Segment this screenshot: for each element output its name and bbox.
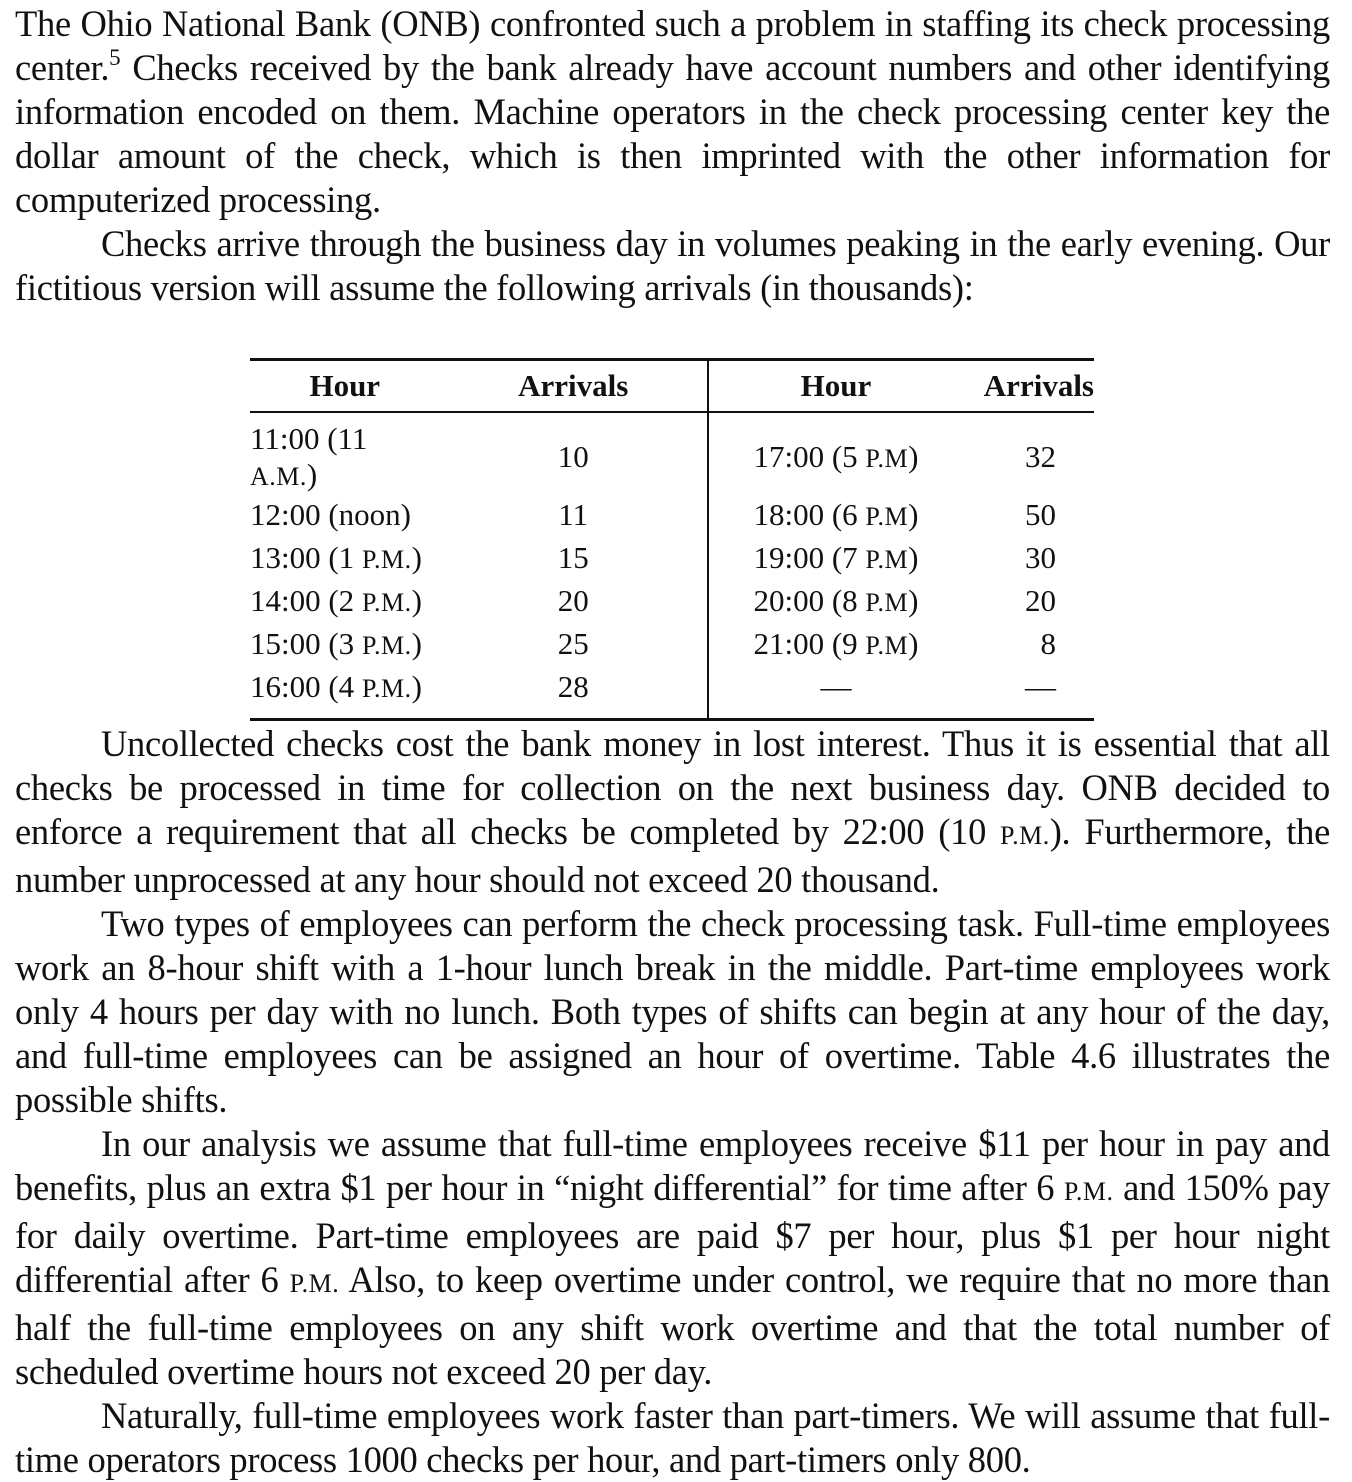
paragraph-5-text-a: In our analysis we assume that full-time employees receive $11 per hour in pay and benefits, plus an extra $1 per hour in “night differential” for time after 6 (15, 1123, 1330, 1208)
paragraph-5-time-2: P.M. (289, 1269, 340, 1298)
table-row (250, 493, 1094, 536)
hour-text: 15:00 (3 (250, 625, 362, 661)
paragraph-3-text-b: ). Furthermore, the number unprocessed at any hour should not exceed 20 thousand. (15, 811, 1330, 900)
table-cell-hour-right (708, 493, 963, 536)
paragraph-1 (15, 2, 1330, 222)
hour-close: ) (908, 625, 919, 661)
header-arrivals-left: Arrivals (518, 368, 629, 403)
body-text (15, 722, 1330, 1482)
hour-close: ) (908, 496, 919, 532)
ampm-text: P.M (865, 501, 909, 531)
hour-close: ) (411, 539, 422, 575)
paragraph-5-text-b: and 150% pay for daily overtime. Part-time employees are paid $7 per hour, plus $1 per hour night differential after 6 (15, 1167, 1330, 1300)
paragraph-6: Naturally, full-time employees work faster than part-timers. We will assume that full-time operators process 1000 checks per hour, and part-timers only 800. (15, 1395, 1330, 1480)
table-cell-hour-left (250, 665, 440, 720)
hour-text: 16:00 (4 (250, 668, 362, 704)
table-cell-hour-left (250, 493, 440, 536)
paragraph-3-time: P.M. (1000, 821, 1050, 850)
hour-close: ) (306, 457, 318, 492)
hour-close: ) (411, 668, 422, 704)
paragraph-3-text-a: Uncollected checks cost the bank money in lost interest. Thus it is essential that all checks be processed in time for collection on the next business day. ONB decided to enforce a requirement that all checks be completed by 22:00 (10 (15, 723, 1330, 852)
hour-text: 19:00 (7 (753, 539, 866, 575)
table-cell-arrivals-right: 50 (1025, 496, 1056, 532)
paragraph-5-text-c: Also, to keep overtime under control, we require that no more than half the full-time employees on any shift work overtime and that the total number of scheduled overtime hours not exceed 20 per day. (15, 1259, 1330, 1392)
hour-text: 21:00 (9 (753, 625, 866, 661)
table-cell-hour-left (250, 536, 440, 579)
intro-text (15, 2, 1330, 310)
table-cell-hour-right (708, 579, 963, 622)
table-header-row (250, 360, 1094, 413)
table-cell-arrivals-left: 10 (557, 439, 589, 474)
table-cell-hour-left (250, 412, 440, 493)
paragraph-4: Two types of employees can perform the check processing task. Full-time employees work an 8-hour shift with a 1-hour lunch break in the middle. Part-time employees work only 4 hours per day with no lunch. Both types of shifts can begin at any hour of the day, and full-time employees can be assigned an hour of overtime. Table 4.6 illustrates the possible shifts. (15, 903, 1330, 1120)
hour-text: 12:00 (noon) (250, 496, 412, 532)
hour-text: — (820, 668, 852, 704)
table-cell-arrivals-right: — (1025, 668, 1056, 704)
paragraph-1-text-b: Checks received by the bank already have account numbers and other identifying information encoded on them. Machine operators in the check processing center key the dollar amount of the check, which is then imprinted with the other information for computerized processing. (15, 47, 1330, 220)
table-cell-arrivals-left: 11 (558, 496, 589, 532)
hour-close: ) (908, 439, 919, 474)
table-cell-hour-right (708, 412, 963, 493)
hour-text: 14:00 (2 (250, 582, 362, 618)
ampm-text: P.M. (361, 587, 412, 617)
table-cell-hour-right (708, 622, 963, 665)
ampm-text: P.M. (361, 673, 412, 703)
hour-text: 13:00 (1 (250, 539, 362, 575)
table-row (250, 579, 1094, 622)
table-cell-hour-right (708, 665, 963, 720)
table-cell-arrivals-right: 30 (1025, 539, 1056, 575)
ampm-text: P.M (865, 444, 909, 473)
paragraph-5 (15, 1122, 1330, 1394)
table-cell-arrivals-right: 32 (1025, 439, 1056, 474)
paragraph-2: Checks arrive through the business day in volumes peaking in the early evening. Our fictitious version will assume the following arrivals (in thousands): (15, 223, 1330, 308)
ampm-text: P.M. (361, 630, 412, 660)
paragraph-1-text-a: The Ohio National Bank (ONB) confronted such a problem in staffing its check processing center. (15, 3, 1330, 88)
hour-text: 18:00 (6 (753, 496, 866, 532)
ampm-text: P.M (865, 630, 909, 660)
table-cell-hour-right (708, 536, 963, 579)
hour-close: ) (908, 582, 919, 618)
ampm-text: P.M (865, 587, 909, 617)
table-cell-hour-left (250, 622, 440, 665)
hour-text: 11:00 (11 (250, 421, 368, 456)
ampm-text: P.M. (361, 544, 412, 574)
paragraph-5-time-1: P.M. (1063, 1177, 1114, 1206)
hour-text: 17:00 (5 (753, 439, 866, 474)
header-arrivals-right: Arrivals (983, 368, 1094, 403)
table-cell-arrivals-left: 28 (557, 668, 589, 704)
header-hour-right: Hour (708, 360, 963, 413)
header-hour-left: Hour (309, 368, 381, 403)
hour-close: ) (411, 625, 422, 661)
table-cell-arrivals-right: 8 (1040, 625, 1056, 661)
hour-text: 20:00 (8 (753, 582, 866, 618)
table-row (250, 536, 1094, 579)
table-row (250, 665, 1094, 720)
footnote-marker: 5 (109, 44, 121, 70)
table-row (250, 412, 1094, 493)
table-cell-arrivals-left: 15 (557, 539, 589, 575)
arrivals-table (250, 358, 1094, 721)
table-cell-hour-left (250, 579, 440, 622)
table-cell-arrivals-right: 20 (1025, 582, 1056, 618)
table-cell-arrivals-left: 20 (557, 582, 589, 618)
table-row (250, 622, 1094, 665)
hour-close: ) (411, 582, 422, 618)
paragraph-3 (15, 722, 1330, 902)
ampm-text: A.M. (250, 462, 307, 491)
hour-close: ) (908, 539, 919, 575)
table-cell-arrivals-left: 25 (557, 625, 589, 661)
ampm-text: P.M (865, 544, 909, 574)
